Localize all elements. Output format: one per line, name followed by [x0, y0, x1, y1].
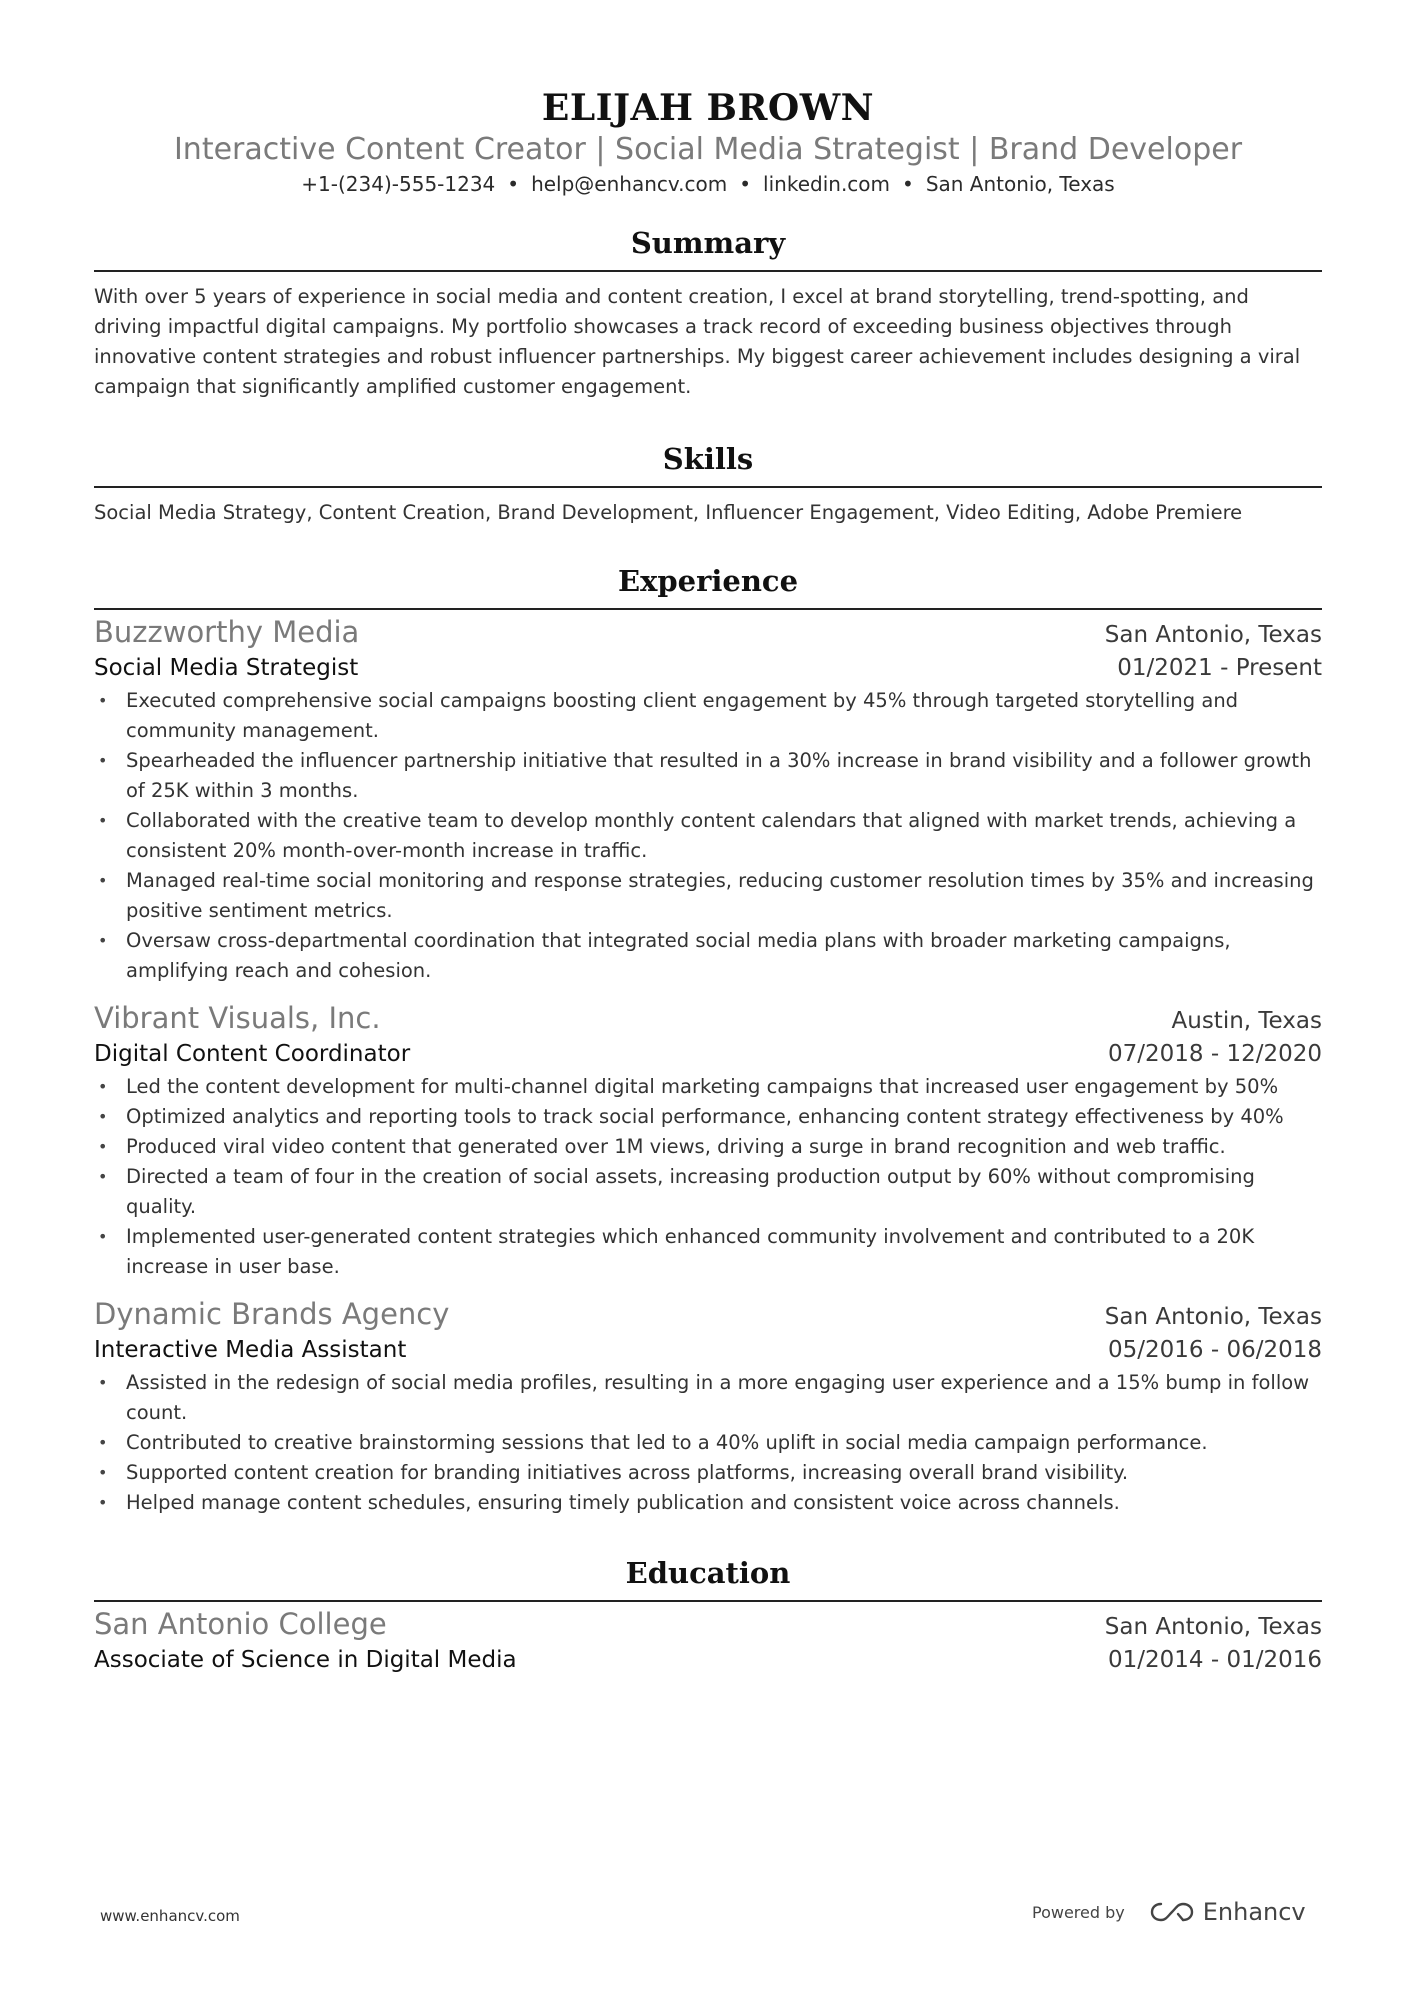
bullet-icon: •	[98, 1077, 108, 1096]
skills-title: Skills	[662, 442, 754, 476]
job-location: San Antonio, Texas	[1104, 622, 1322, 648]
experience-entry	[94, 1296, 1322, 1518]
experience-entry	[94, 614, 1322, 986]
job-dates: 01/2021 - Present	[1117, 655, 1322, 681]
bullet-icon: •	[98, 1227, 108, 1246]
section-divider	[94, 486, 1322, 488]
list-item	[94, 746, 1322, 806]
job-title: Digital Content Coordinator	[94, 1041, 411, 1067]
bullet-icon: •	[98, 1463, 108, 1482]
bullet-icon: •	[98, 931, 108, 950]
school-name: San Antonio College	[94, 1607, 387, 1641]
summary-text: With over 5 years of experience in social media and content creation, I excel at brand storytelling, trend-spotting, and driving impactful digital campaigns. My portfolio showcases a track record of exceeding business objectives through innovative content strategies and robust influencer partnerships. My biggest career achievement includes designing a viral campaign that significantly amplified customer engagement.	[94, 285, 1301, 398]
experience-entry	[94, 1000, 1322, 1282]
bullet-icon: •	[98, 691, 108, 710]
list-item	[94, 866, 1322, 926]
education-section	[94, 1554, 1322, 1676]
list-item-text: Implemented user-generated content strategies which enhanced community involvement and contributed to a 20K increase in user base.	[126, 1225, 1255, 1278]
list-item	[94, 1488, 1322, 1518]
enhancv-logo-icon	[1149, 1900, 1195, 1924]
job-title: Social Media Strategist	[94, 655, 359, 681]
summary-title: Summary	[630, 226, 786, 260]
job-location: Austin, Texas	[1171, 1008, 1322, 1034]
education-dates: 01/2014 - 01/2016	[1107, 1647, 1322, 1673]
section-divider	[94, 608, 1322, 610]
bullet-icon: •	[98, 871, 108, 890]
bullet-icon: •	[98, 1137, 108, 1156]
skills-text: Social Media Strategy, Content Creation, Brand Development, Influencer Engagement, Video Editing, Adobe Premiere	[94, 501, 1243, 524]
footer-website-link[interactable]: www.enhancv.com	[100, 1907, 240, 1925]
experience-title: Experience	[617, 564, 799, 598]
company-name: Buzzworthy Media	[94, 615, 360, 649]
achievement-list	[94, 686, 1322, 986]
list-item	[94, 1368, 1322, 1428]
company-name: Vibrant Visuals, Inc.	[94, 1001, 381, 1035]
list-item	[94, 1428, 1322, 1458]
summary-section	[94, 224, 1322, 402]
list-item-text: Led the content development for multi-channel digital marketing campaigns that increased user engagement by 50%	[126, 1075, 1279, 1098]
list-item-text: Executed comprehensive social campaigns boosting client engagement by 45% through targeted storytelling and community management.	[126, 689, 1239, 742]
powered-by-label: Powered by	[1032, 1902, 1125, 1922]
list-item	[94, 1458, 1322, 1488]
list-item-text: Collaborated with the creative team to develop monthly content calendars that aligned with market trends, achieving a consistent 20% month-over-month increase in traffic.	[126, 809, 1297, 862]
location: San Antonio, Texas	[925, 172, 1115, 196]
job-title: Interactive Media Assistant	[94, 1337, 407, 1363]
bullet-icon: •	[98, 1167, 108, 1186]
contact-line	[94, 170, 1322, 198]
bullet-icon: •	[98, 1493, 108, 1512]
school-location: San Antonio, Texas	[1104, 1614, 1322, 1640]
separator-dot: •	[739, 172, 752, 196]
list-item-text: Assisted in the redesign of social media profiles, resulting in a more engaging user experience and a 15% bump in follow count.	[126, 1371, 1310, 1424]
list-item	[94, 1162, 1322, 1222]
bullet-icon: •	[98, 751, 108, 770]
headline: Interactive Content Creator | Social Media Strategist | Brand Developer	[173, 132, 1243, 167]
list-item	[94, 926, 1322, 986]
list-item	[94, 806, 1322, 866]
section-divider	[94, 270, 1322, 272]
list-item	[94, 1222, 1322, 1282]
list-item-text: Spearheaded the influencer partnership initiative that resulted in a 30% increase in brand visibility and a follower growth of 25K within 3 months.	[126, 749, 1312, 802]
list-item-text: Helped manage content schedules, ensuring timely publication and consistent voice across channels.	[126, 1491, 1120, 1514]
linkedin-link[interactable]: linkedin.com	[763, 172, 891, 196]
bullet-icon: •	[98, 1373, 108, 1392]
bullet-icon: •	[98, 1433, 108, 1452]
list-item-text: Oversaw cross-departmental coordination that integrated social media plans with broader marketing campaigns, amplifying reach and cohesion.	[126, 929, 1231, 982]
list-item-text: Directed a team of four in the creation of social assets, increasing production output by 60% without compromising quality.	[126, 1165, 1255, 1218]
footer-branding	[1032, 1898, 1306, 1926]
phone: +1-(234)-555-1234	[301, 172, 496, 196]
list-item	[94, 1102, 1322, 1132]
education-title: Education	[625, 1556, 791, 1590]
bullet-icon: •	[98, 1107, 108, 1126]
candidate-name: ELIJAH BROWN	[541, 87, 875, 129]
job-dates: 07/2018 - 12/2020	[1107, 1041, 1322, 1067]
company-name: Dynamic Brands Agency	[94, 1297, 450, 1331]
separator-dot: •	[507, 172, 520, 196]
skills-section	[94, 440, 1322, 528]
enhancv-logo-text: Enhancv	[1202, 1898, 1306, 1926]
bullet-icon: •	[98, 811, 108, 830]
enhancv-logo[interactable]	[1149, 1898, 1306, 1926]
list-item-text: Produced viral video content that generated over 1M views, driving a surge in brand recognition and web traffic.	[126, 1135, 1226, 1158]
list-item	[94, 1132, 1322, 1162]
separator-dot: •	[902, 172, 914, 196]
achievement-list	[94, 1072, 1322, 1282]
achievement-list	[94, 1368, 1322, 1518]
experience-section	[94, 562, 1322, 1518]
resume-page	[94, 0, 1322, 1676]
list-item	[94, 686, 1322, 746]
list-item-text: Managed real-time social monitoring and response strategies, reducing customer resolution times by 35% and increasing positive sentiment metrics.	[126, 869, 1314, 922]
email-link[interactable]: help@enhancv.com	[531, 172, 728, 196]
section-divider	[94, 1600, 1322, 1602]
job-dates: 05/2016 - 06/2018	[1107, 1337, 1322, 1363]
list-item	[94, 1072, 1322, 1102]
list-item-text: Contributed to creative brainstorming sessions that led to a 40% uplift in social media campaign performance.	[126, 1431, 1208, 1454]
list-item-text: Supported content creation for branding initiatives across platforms, increasing overall brand visibility.	[126, 1461, 1129, 1484]
degree: Associate of Science in Digital Media	[94, 1647, 517, 1673]
job-location: San Antonio, Texas	[1104, 1304, 1322, 1330]
list-item-text: Optimized analytics and reporting tools to track social performance, enhancing content strategy effectiveness by 40%	[126, 1105, 1284, 1128]
